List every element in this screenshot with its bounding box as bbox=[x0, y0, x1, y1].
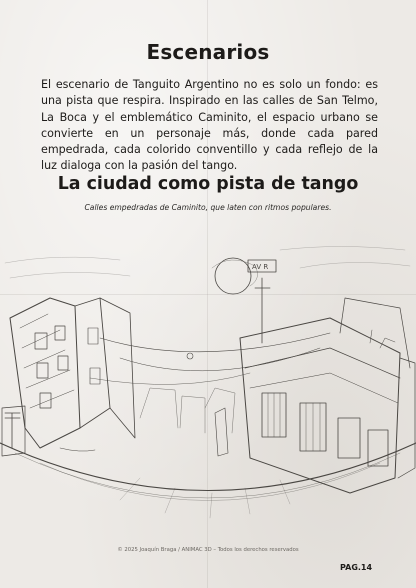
page-number: PAG.14 bbox=[340, 563, 373, 572]
sketch-street-sign: AV R bbox=[252, 263, 269, 271]
section-subtitle: La ciudad como pista de tango bbox=[57, 174, 359, 194]
copyright-footer: © 2025 Joaquín Braga / ANIMAC 3D – Todos los derechos reservados bbox=[117, 547, 299, 553]
image-caption: Calles empedradas de Caminito, que laten con ritmos populares. bbox=[84, 203, 332, 212]
street-sketch-illustration bbox=[0, 238, 416, 538]
intro-paragraph: El escenario de Tanguito Argentino no es solo un fondo: es una pista que respira. Inspirado en las calles de San Telmo, La Boca y el emblemático Caminito, el espacio urbano se convierte en un personaje más, donde cada pared empedrada, cada colorido conventillo y cada reflejo de la luz dialoga con la pasión del tango. bbox=[41, 78, 378, 173]
page-title: Escenarios bbox=[146, 40, 270, 64]
